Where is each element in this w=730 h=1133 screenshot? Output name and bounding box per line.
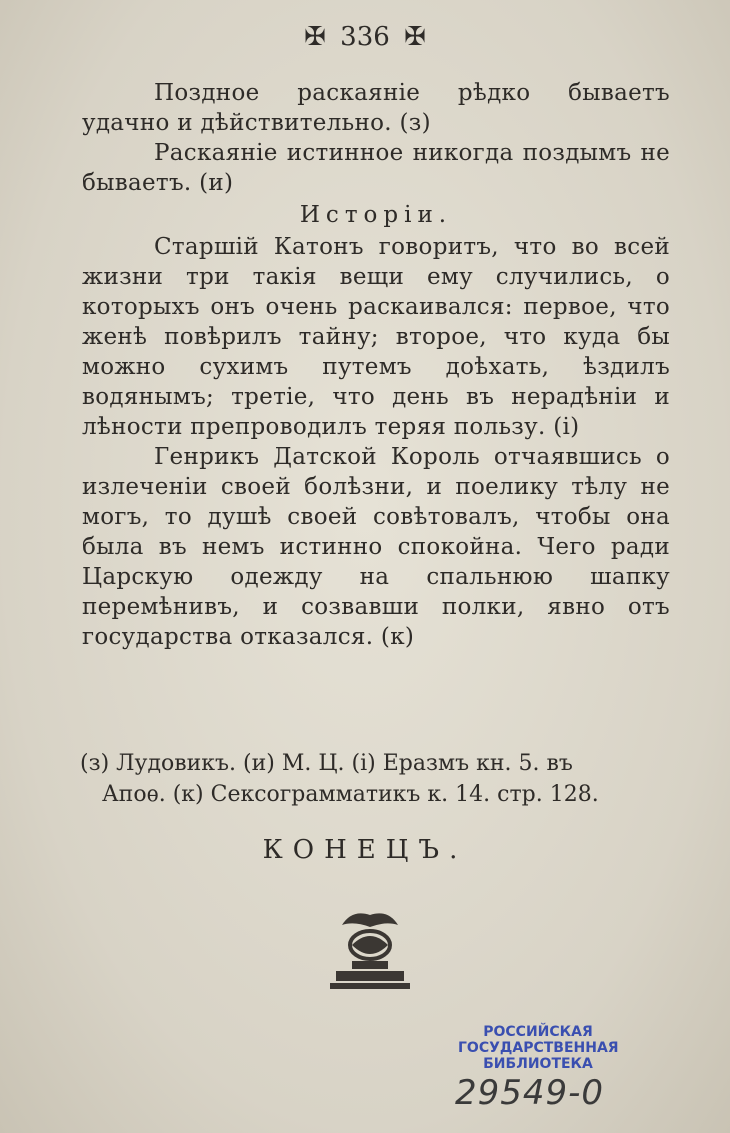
end-title: КОНЕЦЪ. [262, 835, 468, 865]
page-body [82, 78, 670, 652]
ornament-left: ✠ [304, 22, 326, 52]
vignette-ornament [322, 905, 418, 995]
paragraph-2: Раскаяніе истинное никогда поздымъ не бываетъ. (и) [82, 140, 670, 196]
footnotes [80, 748, 680, 810]
footnote-line-1: (з) Лудовикъ. (и) М. Ц. (і) Еразмъ кн. 5. въ [80, 751, 573, 776]
page-number: 336 [340, 22, 390, 52]
inventory-number: 29549-0 [455, 1073, 605, 1113]
paragraph-1: Поздное раскаяніе рѣдко бываетъ удачно и дѣйствительно. (з) [82, 80, 670, 136]
story-2: Генрикъ Датской Король отчаявшись о излеченіи своей болѣзни, и поелику тѣлу не могъ, то душѣ своей совѣтовалъ, чтобы она была въ немъ истинно спокойна. Чего ради Царскую одежду на спальнюю шапку перемѣнивъ, и созвавши полки, явно отъ государства отказался. (к) [82, 444, 670, 650]
stamp-line-2: ГОСУДАРСТВЕННАЯ [458, 1040, 619, 1056]
page-header [0, 22, 730, 52]
ornament-right: ✠ [404, 22, 426, 52]
section-title: Исторіи. [299, 202, 453, 228]
story-1: Старшій Катонъ говоритъ, что во всей жизни три такія вещи ему случились, о которыхъ онъ очень раскаивался: первое, что женѣ повѣрилъ тайну; второе, что куда бы можно сухимъ путемъ доѣхать, ѣздилъ водянымъ; третіе, что день въ нерадѣніи и лѣности препроводилъ теряя пользу. (і) [82, 234, 670, 440]
library-stamp [458, 1024, 618, 1072]
stamp-line-3: БИБЛИОТЕКА [483, 1056, 593, 1072]
stamp-line-1: РОССИЙСКАЯ [483, 1024, 593, 1040]
footnote-line-2: Апоѳ. (к) Сексограмматикъ к. 14. стр. 128. [102, 782, 599, 807]
